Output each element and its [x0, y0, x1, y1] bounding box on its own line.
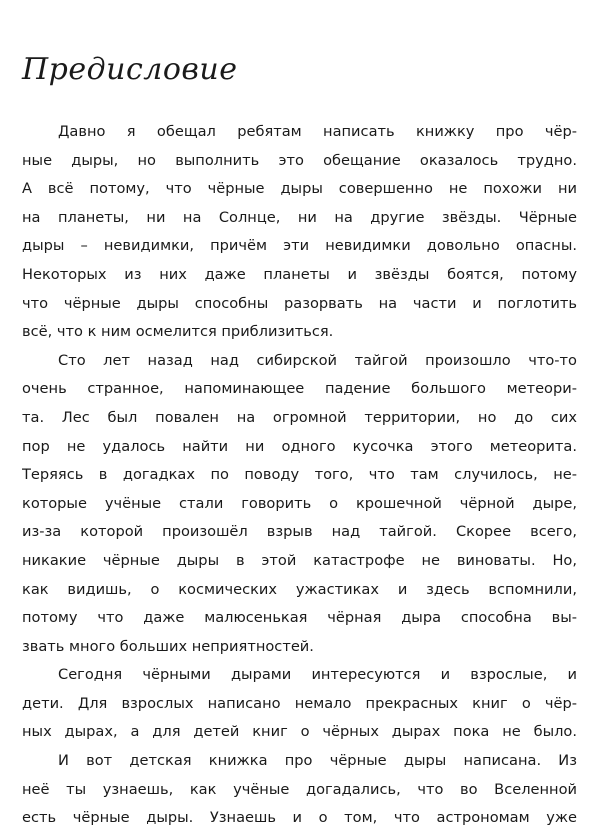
text-line: звать много больших неприятностей.	[22, 637, 314, 655]
text-line: ные дыры, но выполнить это обещание оказалось трудно.	[22, 151, 577, 169]
text-line: А всё потому, что чёрные дыры совершенно не похожи ни	[22, 180, 577, 198]
text-line: на планеты, ни на Солнце, ни на другие звёзды. Чёрные	[22, 208, 577, 226]
text-line: пор не удалось найти ни одного кусочка этого метеорита.	[22, 437, 577, 455]
text-line: из-за которой произошёл взрыв над тайгой. Скорее всего,	[22, 523, 577, 541]
text-line: Давно я обещал ребятам написать книжку про чёр-	[58, 123, 577, 140]
text-line: что чёрные дыры способны разорвать на части и поглотить	[22, 294, 577, 312]
text-line: ных дырах, а для детей книг о чёрных дырах пока не было.	[22, 723, 577, 741]
text-line: дыры – невидимки, причём эти невидимки довольно опасны.	[22, 237, 577, 255]
text-line: которые учёные стали говорить о крошечной чёрной дыре,	[22, 494, 577, 512]
text-line: дети. Для взрослых написано немало прекрасных книг о чёр-	[22, 694, 577, 712]
text-line: неё ты узнаешь, как учёные догадались, что во Вселенной	[22, 780, 577, 798]
text-line: всё, что к ним осмелится приблизиться.	[22, 323, 334, 341]
text-line: Сто лет назад над сибирской тайгой произошло что-то	[58, 351, 577, 369]
text-line: очень странное, напоминающее падение большого метеори-	[22, 380, 577, 398]
text-line: никакие чёрные дыры в этой катастрофе не виноваты. Но,	[22, 551, 577, 569]
text-line: как видишь, о космических ужастиках и здесь вспомнили,	[22, 580, 577, 598]
text-line: та. Лес был повален на огромной территории, но до сих	[22, 408, 577, 426]
text-line: Сегодня чёрными дырами интересуются и взрослые, и	[58, 666, 577, 684]
text-line: Теряясь в догадках по поводу того, что там случилось, не-	[22, 466, 577, 484]
text-line: И вот детская книжка про чёрные дыры написана. Из	[58, 752, 577, 770]
text-line: Некоторых из них даже планеты и звёзды боятся, потому	[22, 265, 577, 283]
text-line: потому что даже малюсенькая чёрная дыра способна вы-	[22, 609, 577, 627]
chapter-title: Предисловие	[22, 52, 238, 87]
text-line: есть чёрные дыры. Узнаешь и о том, что астрономам уже	[22, 809, 577, 827]
body-text	[22, 118, 577, 833]
